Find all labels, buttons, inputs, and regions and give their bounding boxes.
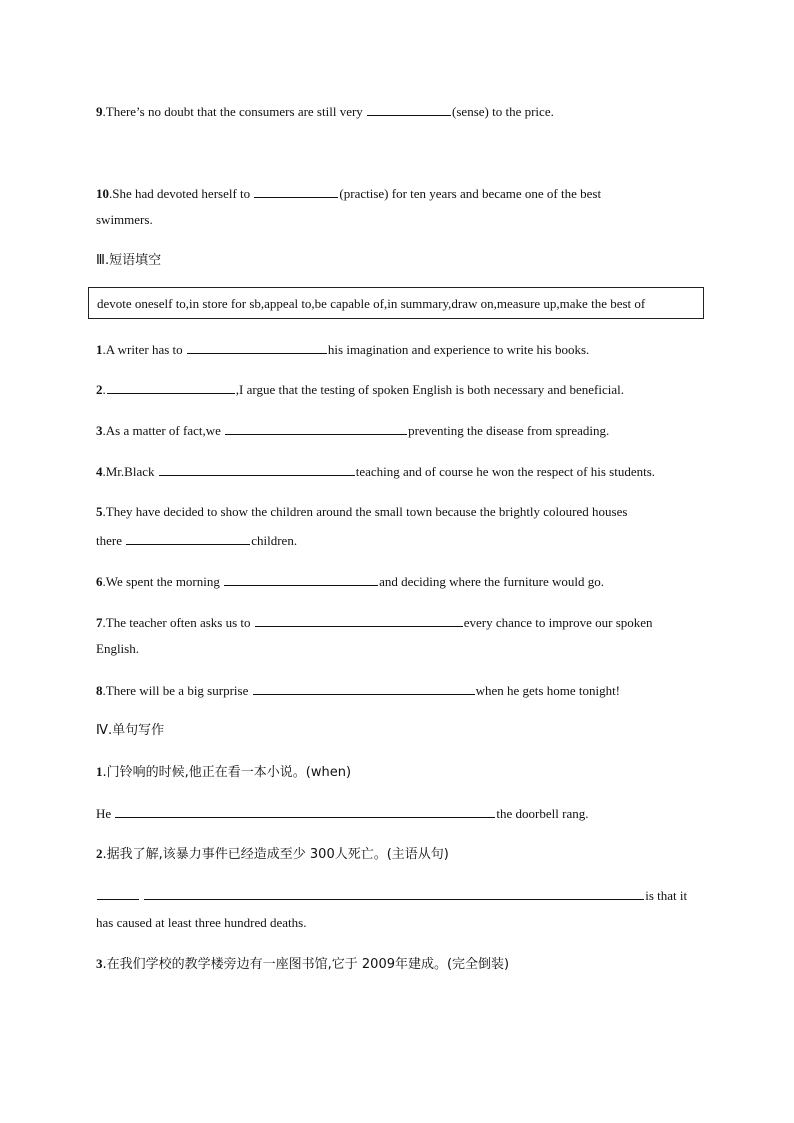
phrase-question-5-continuation [96, 532, 297, 549]
answer-blank[interactable] [126, 532, 250, 545]
answer-blank[interactable] [115, 805, 495, 818]
question-text: .As a matter of fact,we [102, 423, 225, 438]
answer-blank[interactable] [254, 185, 338, 198]
answer-blank[interactable] [225, 422, 407, 435]
question-text: ,I argue that the testing of spoken English is both necessary and beneficial. [235, 382, 624, 397]
answer-blank-short[interactable] [97, 887, 139, 900]
answer-blank[interactable] [187, 341, 327, 354]
question-text: teaching and of course he won the respect of his students. [355, 464, 656, 479]
question-text: . [102, 382, 106, 397]
question-number: 4 [96, 464, 103, 479]
writing-answer-line-2-continuation: has caused at least three hundred deaths. [96, 915, 307, 930]
phrase-question-2 [96, 381, 624, 398]
section-title: Ⅳ.单句写作 [96, 723, 165, 738]
question-text: (practise) for ten years and became one of the best [339, 186, 602, 201]
phrase-question-7 [96, 614, 653, 631]
question-text: his imagination and experience to write his books. [327, 342, 590, 357]
answer-suffix: is that it [645, 888, 688, 903]
question-text: children. [251, 533, 298, 548]
writing-answer-line-2 [96, 887, 687, 904]
phrase-question-3 [96, 422, 609, 439]
question-text: .There will be a big surprise [102, 683, 252, 698]
phrase-question-6 [96, 573, 604, 590]
answer-prefix: He [96, 806, 115, 821]
question-number: 10 [96, 186, 109, 201]
question-number: 2 [96, 382, 103, 397]
question-prompt: .在我们学校的教学楼旁边有一座图书馆,它于 2009年建成。(完全倒装) [102, 957, 510, 972]
writing-question-1 [96, 764, 351, 781]
phrase-question-4 [96, 463, 655, 480]
question-number: 2 [96, 846, 103, 861]
question-text: .They have decided to show the children around the small town because the brightly coloured houses [102, 504, 628, 519]
question-number: 1 [96, 342, 103, 357]
question-text: .There’s no doubt that the consumers are still very [102, 104, 367, 119]
question-prompt: .门铃响的时候,他正在看一本小说。(when) [102, 765, 352, 780]
question-text: there [96, 533, 126, 548]
writing-answer-line-1 [96, 805, 588, 822]
writing-question-2 [96, 846, 449, 863]
question-number: 3 [96, 423, 103, 438]
question-text: .Mr.Black [102, 464, 158, 479]
writing-question-3 [96, 956, 509, 973]
question-10 [96, 185, 601, 202]
phrase-question-1 [96, 341, 589, 358]
question-text: (sense) to the price. [452, 104, 554, 119]
question-number: 9 [96, 104, 103, 119]
question-number: 5 [96, 504, 103, 519]
question-text: when he gets home tonight! [475, 683, 621, 698]
question-number: 1 [96, 764, 103, 779]
phrase-question-7-continuation: English. [96, 641, 139, 656]
answer-blank[interactable] [144, 887, 644, 900]
phrase-bank-box [88, 287, 704, 319]
question-prompt: .据我了解,该暴力事件已经造成至少 300人死亡。(主语从句) [102, 847, 449, 862]
answer-blank[interactable] [107, 381, 235, 394]
question-text: .She had devoted herself to [109, 186, 254, 201]
question-number: 3 [96, 956, 103, 971]
phrase-bank: devote oneself to,in store for sb,appeal to,be capable of,in summary,draw on,measure up,make the best of [97, 296, 646, 311]
question-number: 6 [96, 574, 103, 589]
section-title: Ⅲ.短语填空 [96, 253, 162, 268]
phrase-question-8 [96, 682, 620, 699]
question-text: .The teacher often asks us to [102, 615, 254, 630]
question-text: .We spent the morning [102, 574, 224, 589]
question-number: 7 [96, 615, 103, 630]
answer-blank[interactable] [159, 463, 355, 476]
question-text: and deciding where the furniture would go. [379, 574, 605, 589]
question-text: .A writer has to [102, 342, 186, 357]
answer-blank[interactable] [253, 682, 475, 695]
question-text: every chance to improve our spoken [463, 615, 653, 630]
answer-blank[interactable] [224, 573, 378, 586]
question-9 [96, 103, 554, 120]
answer-suffix: the doorbell rang. [496, 806, 589, 821]
answer-blank[interactable] [255, 614, 463, 627]
phrase-question-5 [96, 504, 627, 520]
answer-blank[interactable] [367, 103, 451, 116]
question-text: preventing the disease from spreading. [408, 423, 610, 438]
question-10-continuation: swimmers. [96, 212, 153, 227]
question-number: 8 [96, 683, 103, 698]
